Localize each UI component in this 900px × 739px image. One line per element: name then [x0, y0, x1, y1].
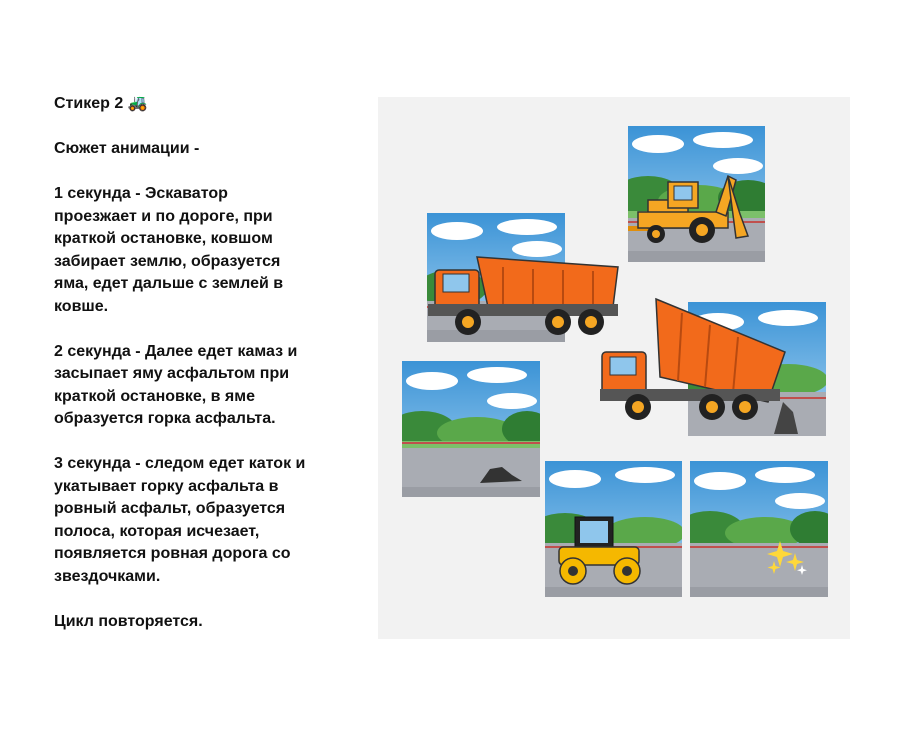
- road-roller-icon: [545, 461, 682, 597]
- paragraph-second-2: 2 секунда - Далее едет камаз и засыпает яму асфальтом при краткой остановке, в яме образуется горка асфальта.: [54, 342, 298, 427]
- frame-road-roller: [545, 461, 682, 597]
- tractor-emoji-icon: 🚜: [127, 95, 148, 112]
- illustration-panel: [378, 97, 850, 639]
- cycle-repeats: Цикл повторяется.: [54, 612, 203, 630]
- frame-sparkles: [690, 461, 828, 597]
- plot-heading: Сюжет анимации -: [54, 140, 200, 157]
- dump-truck-tipping-icon: [600, 297, 790, 432]
- paragraph-second-3: 3 секунда - следом едет каток и укатывает горку асфальта в ровный асфальт, образуется полоса, которая исчезает, появляется ровная дорога со звездочками.: [54, 455, 306, 585]
- sparkles-icon: [690, 461, 828, 597]
- sticker-title: Стикер 2 🚜: [54, 95, 148, 112]
- frame-excavator: [628, 126, 765, 262]
- story-text: [54, 93, 354, 633]
- dump-truck-icon: [413, 252, 623, 342]
- paragraph-second-1: 1 секунда - Эскаватор проезжает и по дороге, при краткой остановке, ковшом забирает землю, образуется яма, едет дальше с землей в ковше.: [54, 185, 284, 315]
- excavator-icon: [628, 126, 765, 262]
- frame-pothole: [402, 361, 540, 497]
